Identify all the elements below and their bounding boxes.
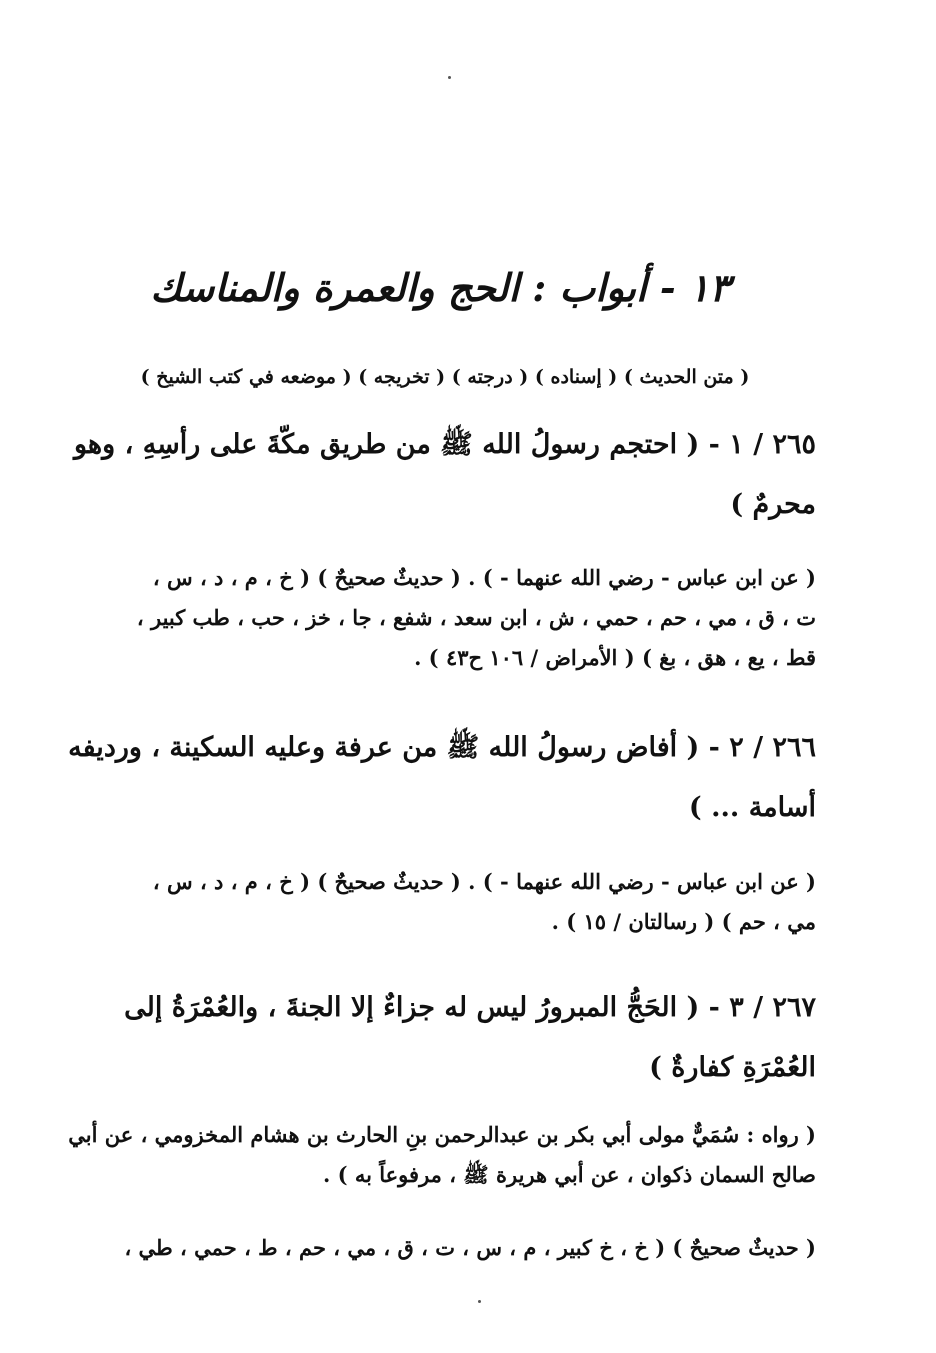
hadith-266-text bbox=[56, 718, 816, 838]
hadith-267-text bbox=[56, 978, 816, 1098]
scan-speck bbox=[478, 1300, 481, 1303]
hadith-line: أسامة ... ) bbox=[688, 792, 816, 823]
hadith-line: ٢٦٧ / ٣ - ( الحَجُّ المبرورُ ليس له جزاءٌ إلا الجنةَ ، والعُمْرَةُ إلى bbox=[124, 992, 816, 1023]
source-line: ( عن ابن عباس - رضي الله عنهما - ) . ( حديثٌ صحيحٌ ) ( خ ، م ، د ، س ، bbox=[152, 869, 816, 894]
chapter-title: ١٣ - أبواب : الحج والعمرة والمناسك bbox=[150, 265, 730, 310]
source-line: قط ، يع ، هق ، بغ ) ( الأمراض / ١٠٦ ح٤٣ ) . bbox=[414, 645, 816, 670]
scan-speck bbox=[448, 76, 451, 79]
hadith-266-source bbox=[56, 862, 816, 942]
hadith-267-source bbox=[56, 1115, 816, 1195]
hadith-line: العُمْرَةِ كفارةٌ ) bbox=[649, 1052, 816, 1083]
hadith-line: ٢٦٥ / ١ - ( احتجم رسولُ الله ﷺ من طريق مكّةَ على رأسِهِ ، وهو bbox=[73, 429, 816, 460]
source-line: صالح السمان ذكوان ، عن أبي هريرة ﷺ ، مرفوعاً به ) . bbox=[322, 1162, 816, 1187]
hadith-line: ٢٦٦ / ٢ - ( أفاض رسولُ الله ﷺ من عرفة وعليه السكينة ، ورديفه bbox=[68, 732, 816, 763]
source-line: مي ، حم ) ( رسالتان / ١٥ ) . bbox=[551, 909, 816, 934]
hadith-265-text bbox=[56, 415, 816, 535]
hadith-line: محرمٌ ) bbox=[730, 489, 816, 520]
source-line: ( رواه : سُمَيٌّ مولى أبي بكر بن عبدالرحمن بنِ الحارث بن هشام المخزومي ، عن أبي bbox=[68, 1122, 816, 1147]
grade-line: ( حديثٌ صحيحٌ ) ( خ ، خ كبير ، م ، س ، ت ، ق ، مي ، حم ، ط ، حمي ، طي ، bbox=[124, 1235, 816, 1260]
source-line: ت ، ق ، مي ، حم ، حمي ، ش ، ابن سعد ، شفع ، جا ، خز ، حب ، طب كبير ، bbox=[136, 605, 816, 630]
column-legend: ( متن الحديث ) ( إسناده ) ( درجته ) ( تخريجه ) ( موضعه في كتب الشيخ ) bbox=[140, 366, 750, 388]
hadith-265-source bbox=[56, 558, 816, 678]
hadith-267-grade bbox=[56, 1228, 816, 1268]
source-line: ( عن ابن عباس - رضي الله عنهما - ) . ( حديثٌ صحيحٌ ) ( خ ، م ، د ، س ، bbox=[152, 565, 816, 590]
